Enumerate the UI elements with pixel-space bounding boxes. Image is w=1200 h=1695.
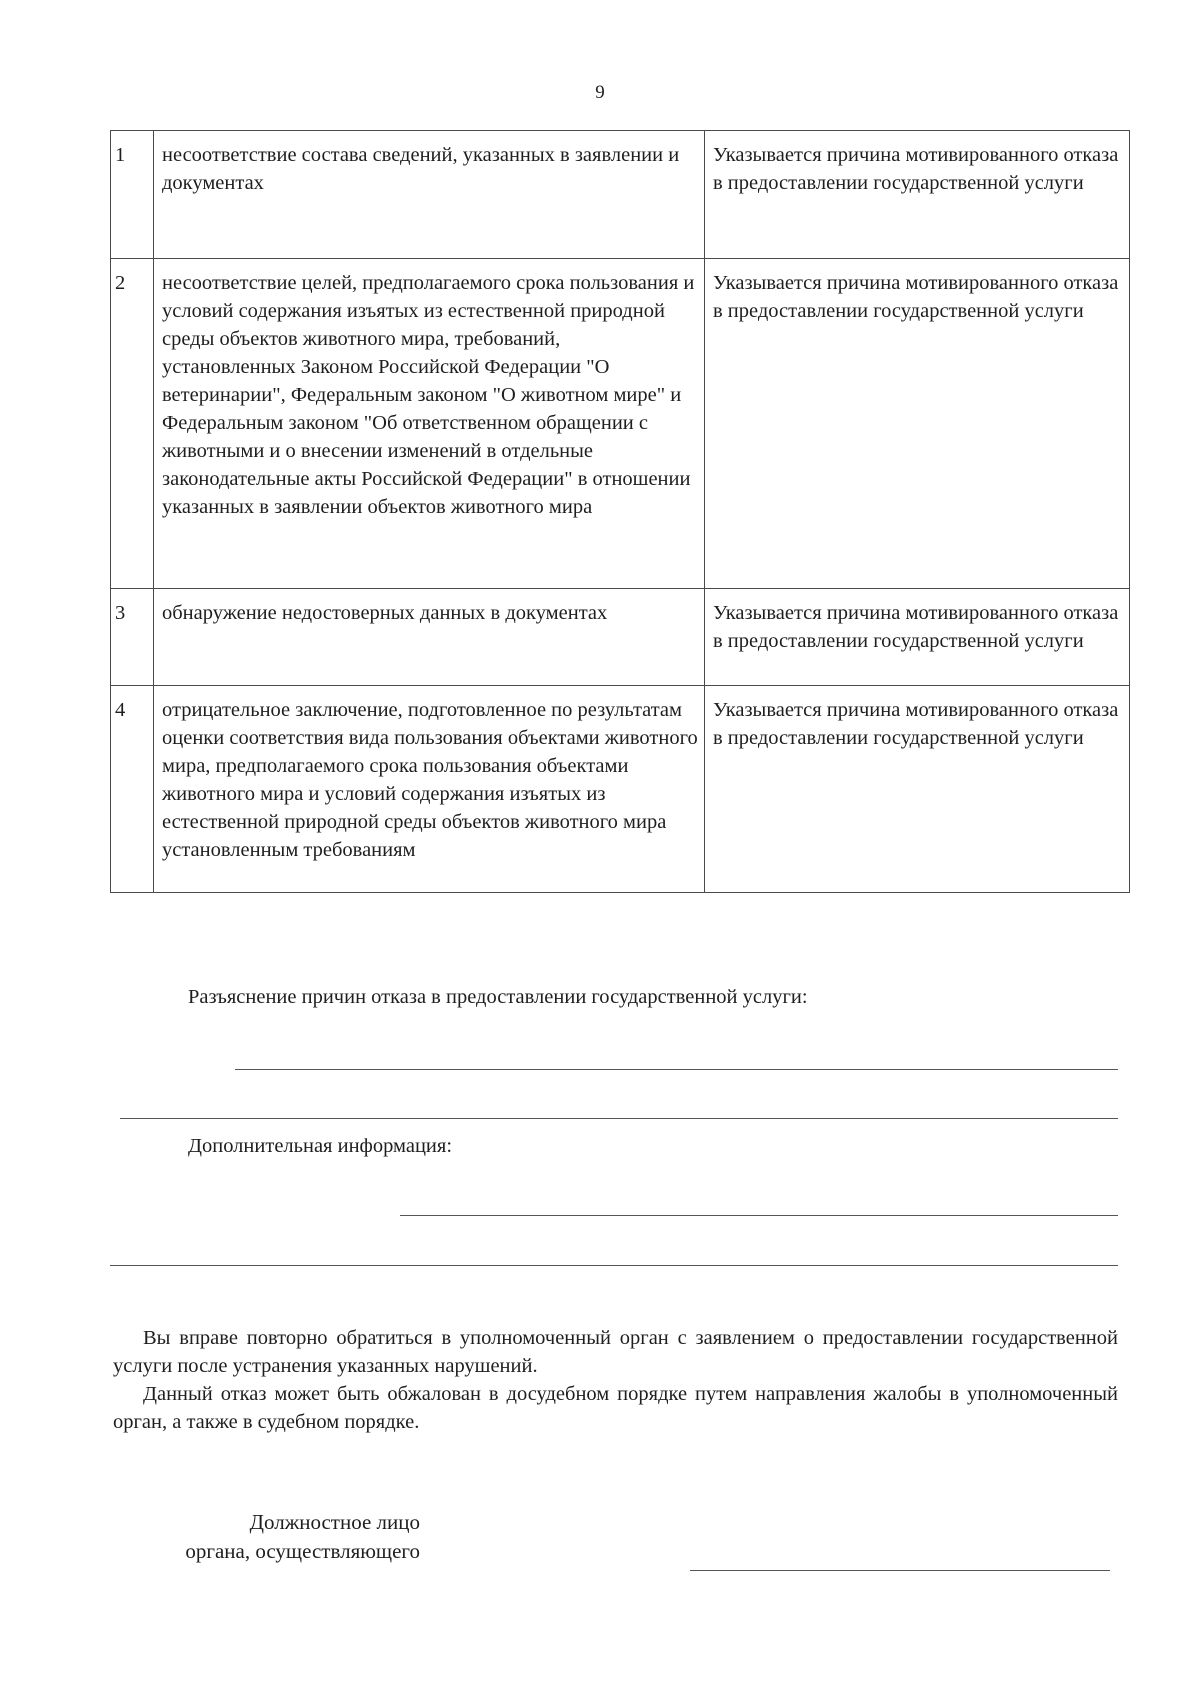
- row-number: 2: [111, 259, 154, 589]
- notice-text: [113, 1324, 1118, 1436]
- refusal-explanation: Указывается причина мотивированного отказа в предоставлении государственной услуги: [705, 589, 1130, 686]
- refusal-basis: обнаружение недостоверных данных в документах: [154, 589, 705, 686]
- table-row: [111, 686, 1130, 893]
- table-row: [111, 589, 1130, 686]
- refusal-basis: несоответствие целей, предполагаемого срока пользования и условий содержания изъятых из естественной природной среды объектов животного мира, требований, установленных Законом Российской Федерации "О ветеринарии", Федеральным законом "О животном мире" и Федеральным законом "Об ответственном обращении с животными и о внесении изменений в отдельные законодательные акты Российской Федерации" в отношении указанных в заявлении объектов животного мира: [154, 259, 705, 589]
- additional-info-blank-line-2: [110, 1265, 1118, 1266]
- table-row: [111, 131, 1130, 259]
- refusal-explanation: Указывается причина мотивированного отказа в предоставлении государственной услуги: [705, 131, 1130, 259]
- additional-info-blank-line-1: [400, 1215, 1118, 1216]
- refusal-basis: отрицательное заключение, подготовленное по результатам оценки соответствия вида пользования объектами животного мира, предполагаемого срока пользования объектами животного мира и условий содержания изъятых из естественной природной среды объектов животного мира установленным требованиям: [154, 686, 705, 893]
- refusal-explanation: Указывается причина мотивированного отказа в предоставлении государственной услуги: [705, 259, 1130, 589]
- clarification-label: Разъяснение причин отказа в предоставлении государственной услуги:: [188, 986, 808, 1008]
- clarification-blank-line-1: [235, 1069, 1118, 1070]
- signature-block: [130, 1508, 420, 1566]
- row-number: 3: [111, 589, 154, 686]
- table-row: [111, 259, 1130, 589]
- row-number: 4: [111, 686, 154, 893]
- refusal-reasons-table: [110, 130, 1130, 893]
- page-number: 9: [595, 82, 605, 103]
- signature-title-line-1: Должностное лицо: [249, 1510, 420, 1534]
- row-number: 1: [111, 131, 154, 259]
- signature-title-line-2: органа, осуществляющего: [185, 1539, 420, 1563]
- signature-blank-line: [690, 1570, 1110, 1571]
- refusal-explanation: Указывается причина мотивированного отказа в предоставлении государственной услуги: [705, 686, 1130, 893]
- clarification-blank-line-2: [120, 1118, 1118, 1119]
- repeat-application-paragraph: Вы вправе повторно обратиться в уполномоченный орган с заявлением о предоставлении государственной услуги после устранения указанных нарушений.: [113, 1327, 1118, 1377]
- appeal-paragraph: Данный отказ может быть обжалован в досудебном порядке путем направления жалобы в уполномоченный орган, а также в судебном порядке.: [113, 1383, 1118, 1433]
- refusal-basis: несоответствие состава сведений, указанных в заявлении и документах: [154, 131, 705, 259]
- additional-info-label: Дополнительная информация:: [188, 1135, 453, 1157]
